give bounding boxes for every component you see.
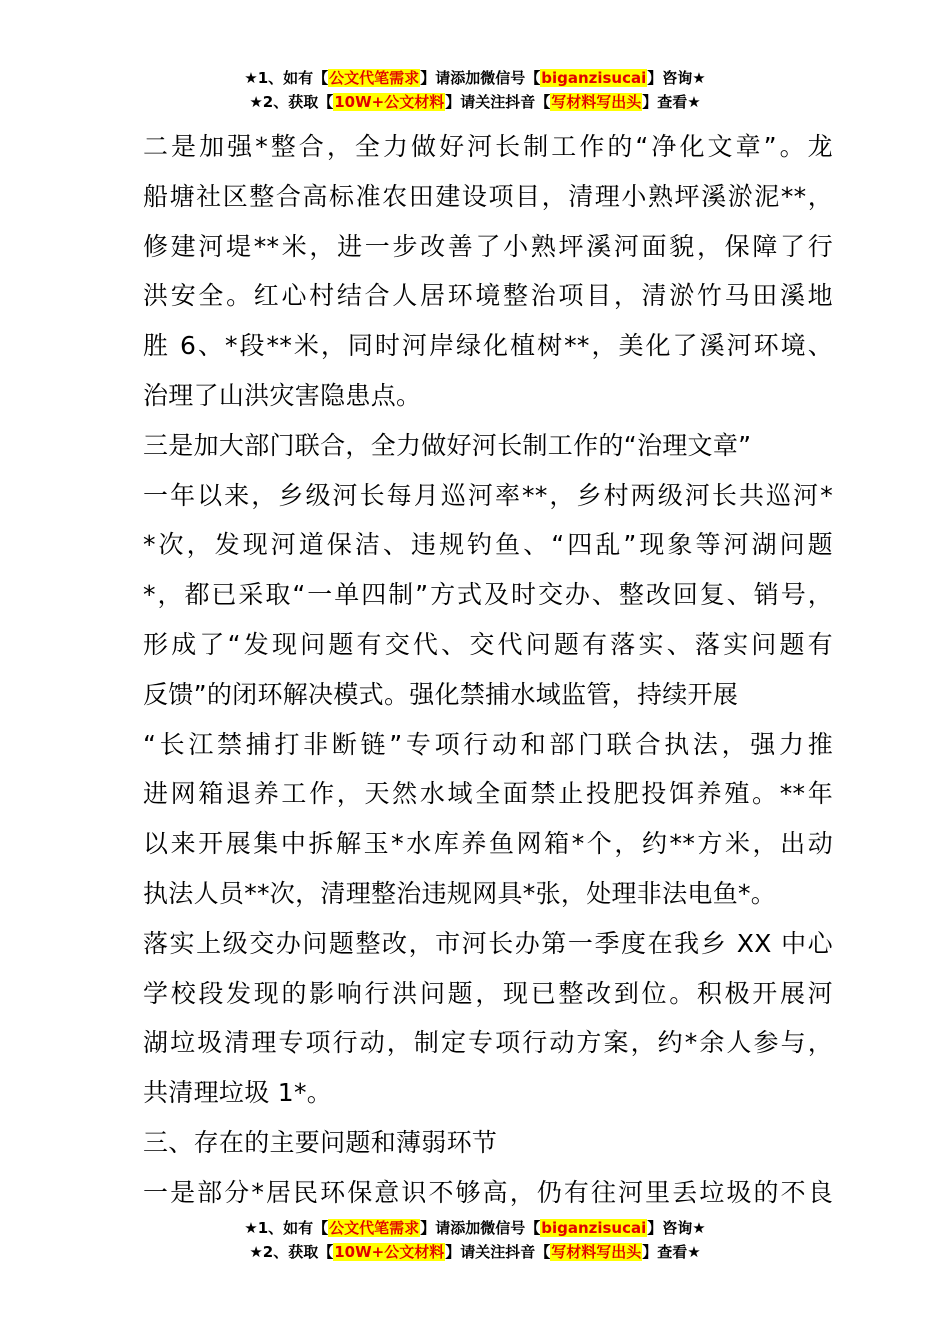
banner-highlight: 公文代笔需求 xyxy=(329,69,420,87)
body-line: 二是加强*整合，全力做好河长制工作的“净化文章”。龙 xyxy=(143,132,833,161)
banner-line-1 xyxy=(0,1216,950,1240)
body-line: 落实上级交办问题整改，市河长办第一季度在我乡 XX 中心 xyxy=(143,928,833,958)
body-line: 反馈”的闭环解决模式。强化禁捕水域监管，持续开展 xyxy=(143,679,739,709)
banner-highlight: biganzisucai xyxy=(541,69,647,87)
body-line: *，都已采取“一单四制”方式及时交办、整改回复、销号， xyxy=(143,580,833,610)
body-line: “长江禁捕打非断链”专项行动和部门联合执法，强力推 xyxy=(143,729,833,759)
banner-highlight: 公文代笔需求 xyxy=(329,1219,420,1237)
banner-line-1 xyxy=(0,66,950,90)
document-body xyxy=(143,122,833,1218)
body-line: 以来开展集中拆解玉*水库养鱼网箱*个，约**方米，出动 xyxy=(143,829,833,859)
body-line: 治理了山洪灾害隐患点。 xyxy=(143,380,422,410)
body-line: *次，发现河道保洁、违规钓鱼、“四乱”现象等河湖问题 xyxy=(143,530,833,560)
banner-highlight: biganzisucai xyxy=(541,1219,647,1237)
body-line: 修建河堤**米，进一步改善了小熟坪溪河面貌，保障了行 xyxy=(143,231,833,261)
body-line: 进网箱退养工作，天然水域全面禁止投肥投饵养殖。**年 xyxy=(143,779,833,809)
banner-line-2 xyxy=(0,90,950,114)
body-line: 船塘社区整合高标准农田建设项目，清理小熟坪溪淤泥**， xyxy=(143,181,833,211)
banner-highlight: 写材料写出头 xyxy=(551,93,642,111)
section-heading: 三、存在的主要问题和薄弱环节 xyxy=(143,1127,498,1157)
banner-highlight: 10W+公文材料 xyxy=(334,93,445,111)
banner-text: 】查看★ xyxy=(642,93,701,111)
body-line: 湖垃圾清理专项行动，制定专项行动方案，约*余人参与， xyxy=(143,1028,833,1058)
banner-text: ★2、获取【 xyxy=(249,93,334,111)
banner-text: ★1、如有【 xyxy=(244,1219,329,1237)
body-line: 胜 6、*段**米，同时河岸绿化植树**，美化了溪河环境、 xyxy=(143,331,833,361)
banner-text: 】咨询★ xyxy=(647,1219,706,1237)
banner-highlight: 写材料写出头 xyxy=(551,1243,642,1261)
banner-text: 】请添加微信号【 xyxy=(420,1219,541,1237)
body-line: 执法人员**次，清理整治违规网具*张，处理非法电鱼*。 xyxy=(143,878,777,908)
body-line: 形成了“发现问题有交代、交代问题有落实、落实问题有 xyxy=(143,629,833,659)
banner-text: 】查看★ xyxy=(642,1243,701,1261)
banner-text: 】请添加微信号【 xyxy=(420,69,541,87)
body-line: 一年以来，乡级河长每月巡河率**，乡村两级河长共巡河* xyxy=(143,480,833,510)
body-line: 三是加大部门联合，全力做好河长制工作的“治理文章” xyxy=(143,430,752,460)
banner-text: 】咨询★ xyxy=(647,69,706,87)
banner-text: ★1、如有【 xyxy=(244,69,329,87)
banner-text: ★2、获取【 xyxy=(249,1243,334,1261)
body-line: 共清理垃圾 1*。 xyxy=(143,1078,333,1108)
top-banner xyxy=(0,66,950,114)
banner-text: 】请关注抖音【 xyxy=(445,1243,551,1261)
body-line: 一是部分*居民环保意识不够高，仍有往河里丢垃圾的不良 xyxy=(143,1177,833,1207)
banner-highlight: 10W+公文材料 xyxy=(334,1243,445,1261)
body-line: 学校段发现的影响行洪问题，现已整改到位。积极开展河 xyxy=(143,978,833,1008)
bottom-banner xyxy=(0,1216,950,1264)
body-line: 洪安全。红心村结合人居环境整治项目，清淤竹马田溪地 xyxy=(143,281,833,311)
banner-text: 】请关注抖音【 xyxy=(445,93,551,111)
banner-line-2 xyxy=(0,1240,950,1264)
